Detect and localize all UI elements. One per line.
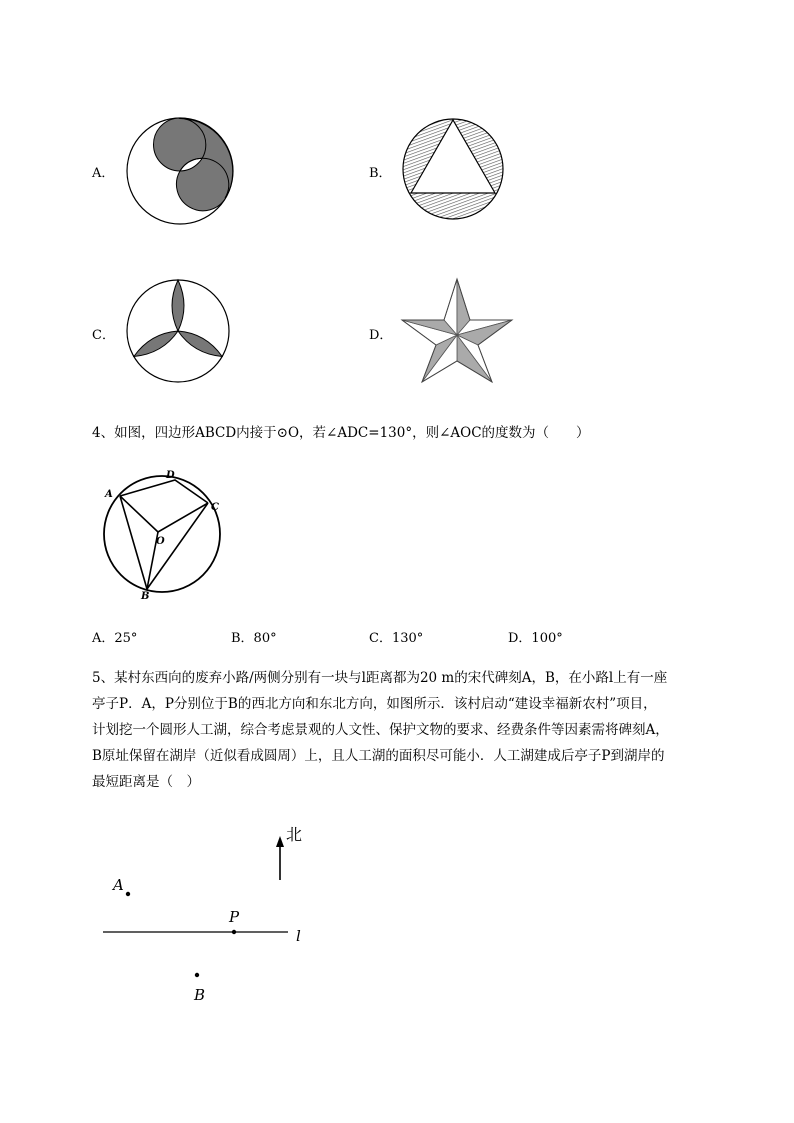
option-b-label: B． xyxy=(369,166,392,181)
q5-label-a: A xyxy=(113,876,124,894)
option-a-figure xyxy=(125,116,235,226)
q5-point-b xyxy=(195,973,199,977)
q5-point-p xyxy=(232,930,236,934)
q4-stem: 4、如图，四边形ABCD内接于⊙O，若∠ADC=130°，则∠AOC的度数为（ ） xyxy=(92,425,590,441)
q4-choice-d: D．100° xyxy=(508,631,563,646)
q4-choice-c: C．130° xyxy=(369,631,424,646)
q5-north-label: 北 xyxy=(286,825,303,844)
q5-line-5: 最短距离是（ ） xyxy=(92,774,200,790)
q4-choice-a: A．25° xyxy=(92,631,138,646)
option-d-figure xyxy=(400,277,514,385)
option-d-label: D． xyxy=(369,328,393,343)
q4-figure xyxy=(100,466,225,601)
option-c-figure xyxy=(124,278,232,384)
q5-label-p: P xyxy=(229,908,240,926)
option-b-figure xyxy=(401,116,505,222)
q5-line-4: B原址保留在湖岸（近似看成圆周）上，且人工湖的面积尽可能小．人工湖建成后亭子P到湖岸的 xyxy=(92,748,665,764)
q5-point-a xyxy=(126,892,130,896)
q4-label-b: B xyxy=(141,591,150,602)
q5-line-1: 5、某村东西向的废弃小路/两侧分别有一块与l距离都为20 m的宋代碑刻A，B，在小路l上有一座 xyxy=(92,670,668,686)
option-c-label: C． xyxy=(92,328,115,343)
q5-label-l: l xyxy=(296,927,301,945)
option-a-label: A． xyxy=(92,166,115,181)
q4-choice-b: B．80° xyxy=(231,631,277,646)
q4-label-c: C xyxy=(211,502,219,513)
q5-line-2: 亭子P．A，P分别位于B的西北方向和东北方向，如图所示．该村启动“建设幸福新农村”项目， xyxy=(92,696,657,712)
q4-label-d: D xyxy=(166,470,175,481)
q5-figure xyxy=(100,820,320,1010)
q4-label-o: O xyxy=(156,536,165,547)
q5-label-b: B xyxy=(194,986,206,1004)
q5-line-3: 计划挖一个圆形人工湖，综合考虑景观的人文性、保护文物的要求、经费条件等因素需将碑刻A， xyxy=(92,722,669,738)
q5-stem xyxy=(92,665,752,795)
q4-label-a: A xyxy=(105,489,113,500)
